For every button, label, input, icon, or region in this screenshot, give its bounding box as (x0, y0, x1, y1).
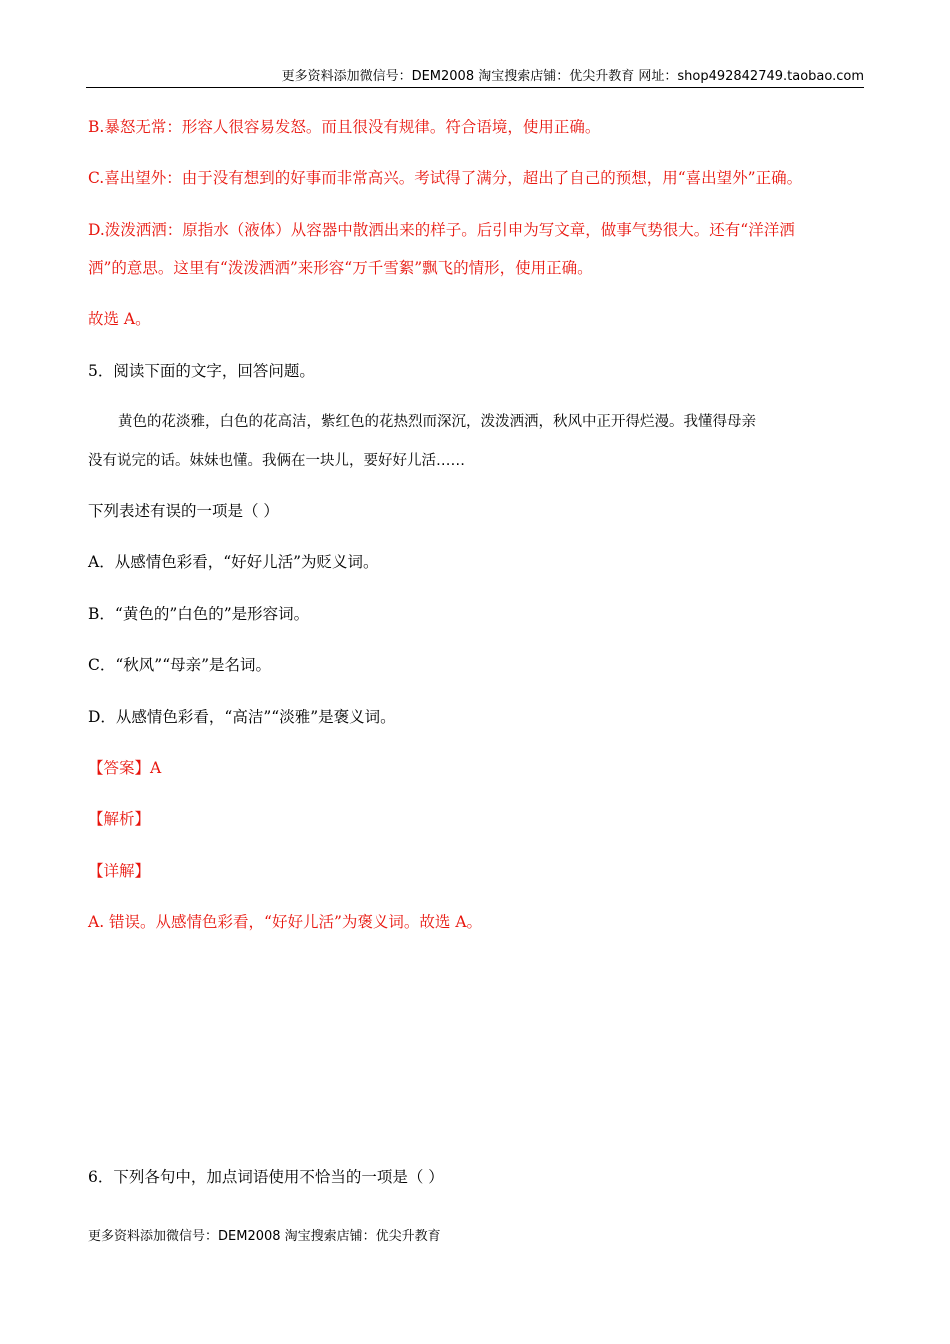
q4-option-d-explanation-line2: 洒”的意思。这里有“泼泼洒洒”来形容“万千雪絮”飘飞的情形，使用正确。 (88, 259, 593, 277)
q4-option-d-explanation-line1: D.泼泼洒洒：原指水（液体）从容器中散洒出来的样子。后引申为写文章，做事气势很大。还有“洋洋洒 (88, 221, 795, 239)
header-divider (86, 87, 864, 88)
q5-option-c: C．“秋风”“母亲”是名词。 (88, 656, 272, 674)
q5-detail-label: 【详解】 (88, 862, 151, 880)
q5-question: 下列表述有误的一项是（ ） (88, 502, 279, 520)
q5-analysis-label: 【解析】 (88, 810, 151, 828)
q5-option-b: B．“黄色的”白色的”是形容词。 (88, 605, 310, 623)
q4-option-c-explanation: C.喜出望外：由于没有想到的好事而非常高兴。考试得了满分，超出了自己的预想，用“喜出望外”正确。 (88, 169, 803, 187)
q5-detail-text: A. 错误。从感情色彩看，“好好儿活”为褒义词。故选 A。 (88, 913, 483, 931)
q4-option-b-explanation: B.暴怒无常：形容人很容易发怒。而且很没有规律。符合语境，使用正确。 (88, 118, 601, 136)
q5-answer: 【答案】A (88, 759, 162, 777)
q5-option-d: D．从感情色彩看，“高洁”“淡雅”是褒义词。 (88, 708, 396, 726)
q5-passage-line2: 没有说完的话。妹妹也懂。我俩在一块儿，要好好儿活…… (88, 453, 465, 469)
q6-stem: 6．下列各句中，加点词语使用不恰当的一项是（ ） (88, 1168, 444, 1186)
page-header: 更多资料添加微信号：DEM2008 淘宝搜索店铺：优尖升教育 网址：shop492842749.taobao.com (281, 69, 864, 84)
q5-stem: 5．阅读下面的文字，回答问题。 (88, 362, 315, 380)
q4-conclusion: 故选 A。 (88, 310, 151, 328)
q5-option-a: A．从感情色彩看，“好好儿活”为贬义词。 (88, 553, 379, 571)
page-footer: 更多资料添加微信号：DEM2008 淘宝搜索店铺：优尖升教育 (88, 1229, 441, 1244)
q5-passage-line1: 黄色的花淡雅，白色的花高洁，紫红色的花热烈而深沉，泼泼洒洒，秋风中正开得烂漫。我懂得母亲 (118, 414, 756, 430)
